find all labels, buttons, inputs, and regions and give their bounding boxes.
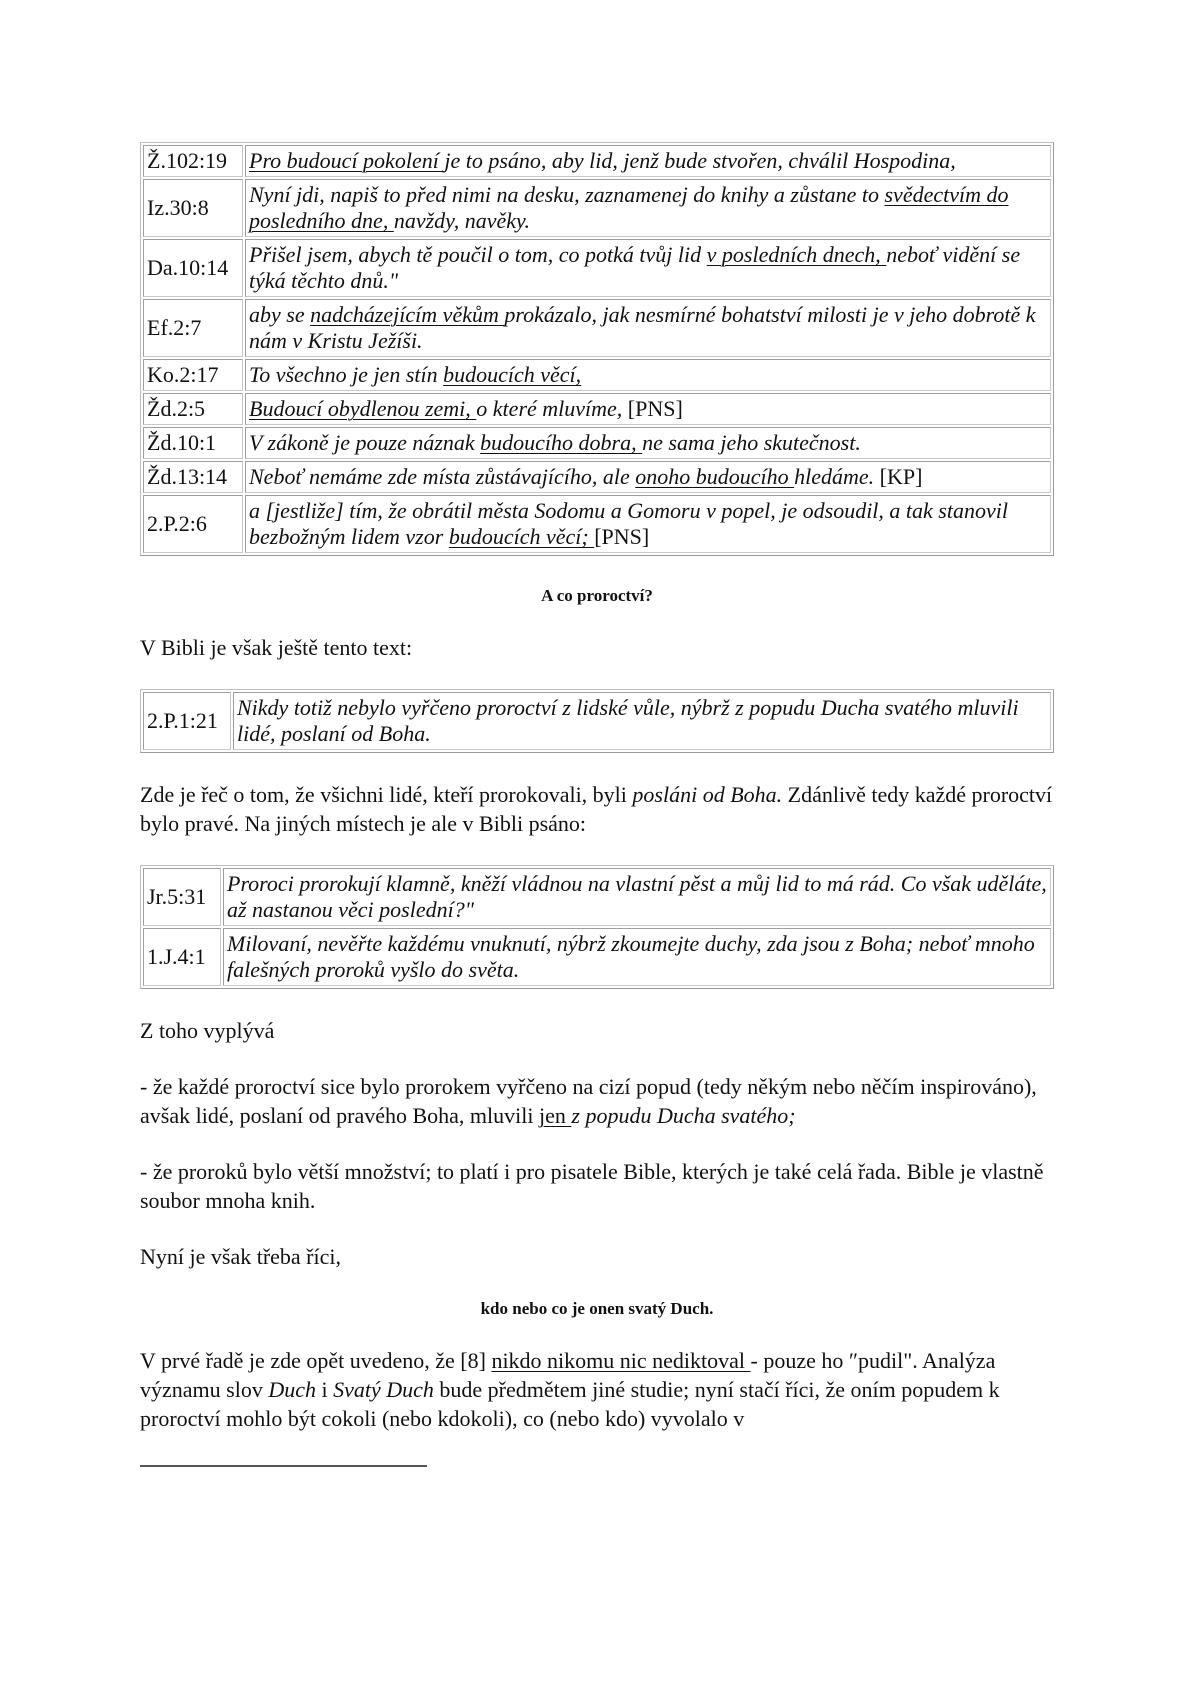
verse-text	[245, 179, 1051, 237]
paragraph-transition: Nyní je však třeba říci,	[140, 1244, 341, 1269]
verse-text	[245, 145, 1051, 177]
verse-table-future	[140, 142, 1054, 556]
text: hledáme.	[794, 464, 880, 489]
document-page	[140, 142, 1054, 1467]
text: ne sama jeho skutečnost.	[642, 430, 861, 455]
translation-tag: [KP]	[879, 464, 923, 489]
text: - pouze ho ″pudil". Analýza významu slov	[140, 1348, 996, 1402]
verse-row	[143, 461, 1051, 493]
text: Neboť nemáme zde místa zůstávajícího, ale	[249, 464, 636, 489]
section-heading-prophecy: A co proroctví?	[541, 586, 653, 605]
text: V zákoně je pouze náznak	[249, 430, 481, 455]
text: V prvé řadě je zde opět uvedeno, že [8]	[140, 1348, 492, 1373]
verse-row	[143, 179, 1051, 237]
underlined-text: budoucích věcí,	[443, 362, 582, 387]
verse-reference: Da.10:14	[143, 239, 243, 297]
text: neboť vidění se týká těchto dnů."	[249, 242, 1021, 293]
underlined-text: Pro budoucí pokolení	[249, 148, 445, 173]
verse-reference: Jr.5:31	[143, 868, 221, 926]
text: Zde je řeč o tom, že všichni lidé, kteří prorokovali, byli	[140, 782, 633, 807]
verse-row	[143, 427, 1051, 459]
underlined-text: jen	[539, 1103, 572, 1128]
paragraph-sent-by-god	[140, 780, 1054, 838]
verse-text	[245, 299, 1051, 357]
verse-reference: 1.J.4:1	[143, 928, 221, 986]
text: - že každé proroctví sice bylo prorokem vyřčeno na cizí popud (tedy někým nebo něčím inspirováno), avšak lidé, poslaní od pravého Boha, mluvili	[140, 1074, 1037, 1128]
text: To všechno je jen stín	[249, 362, 444, 387]
verse-reference: Žd.13:14	[143, 461, 243, 493]
underlined-text: svědectvím do posledního dne,	[249, 182, 1009, 233]
translation-tag: [PNS]	[594, 524, 650, 549]
verse-table-false-prophets	[140, 865, 1054, 989]
verse-text	[245, 495, 1051, 553]
text: Nyní jdi, napiš to před nimi na desku, zaznamenej do knihy a zůstane to	[249, 182, 885, 207]
verse-reference: 2.P.2:6	[143, 495, 243, 553]
verse-reference: Iz.30:8	[143, 179, 243, 237]
verse-text	[223, 868, 1051, 926]
text: Proroci prorokují klamně, kněží vládnou na vlastní pěst a můj lid to má rád. Co však uděláte, až nastanou věci poslední?"	[227, 871, 1047, 922]
paragraph-point-2: - že proroků bylo větší množství; to platí i pro pisatele Bible, kterých je také celá řada. Bible je vlastně soubor mnoha knih.	[140, 1159, 1044, 1213]
verse-row	[143, 393, 1051, 425]
verse-row	[143, 928, 1051, 986]
underlined-text: nadcházejícím věkům	[310, 302, 505, 327]
text: i	[315, 1377, 334, 1402]
verse-reference: Žd.2:5	[143, 393, 243, 425]
verse-text	[223, 928, 1051, 986]
verse-reference: 2.P.1:21	[143, 692, 231, 750]
paragraph-point-1	[140, 1072, 1054, 1130]
footnote-separator	[140, 1465, 427, 1467]
paragraph-holy-spirit	[140, 1346, 1054, 1433]
underlined-text: budoucích věcí;	[448, 524, 595, 549]
emphasis: z popudu Ducha svatého;	[571, 1103, 796, 1128]
verse-table-2p	[140, 689, 1054, 753]
verse-row	[143, 495, 1051, 553]
underlined-text: v posledních dnech,	[706, 242, 887, 267]
verse-reference: Ž.102:19	[143, 145, 243, 177]
verse-text	[233, 692, 1051, 750]
text: bude předmětem jiné studie; nyní stačí říci, že oním popudem k proroctví mohlo být cokoli (nebo kdokoli), co (nebo kdo) vyvolalo v	[140, 1377, 1000, 1431]
text: a [jestliže] tím, že obrátil města Sodomu a Gomoru v popel, je odsoudil, a tak stanovil bezbožným lidem vzor	[249, 498, 1008, 549]
paragraph-intro: V Bibli je však ještě tento text:	[140, 635, 413, 660]
verse-reference: Žd.10:1	[143, 427, 243, 459]
text: prokázalo, jak nesmírné bohatství milosti je v jeho dobrotě k nám v Kristu Ježíši.	[249, 302, 1036, 353]
verse-row	[143, 299, 1051, 357]
underlined-text: Budoucí obydlenou zemi,	[249, 396, 477, 421]
text: Zdánlivě tedy každé proroctví bylo pravé. Na jiných místech je ale v Bibli psáno:	[140, 782, 1053, 836]
underlined-text: onoho budoucího	[635, 464, 795, 489]
text: navždy, navěky.	[393, 208, 531, 233]
text: Nikdy totiž nebylo vyřčeno proroctví z lidské vůle, nýbrž z popudu Ducha svatého mluvili lidé, poslaní od Boha.	[237, 695, 1019, 746]
verse-text	[245, 239, 1051, 297]
emphasis: posláni od Boha.	[632, 782, 783, 807]
text: Milovaní, nevěřte každému vnuknutí, nýbrž zkoumejte duchy, zda jsou z Boha; neboť mnoho falešných proroků vyšlo do světa.	[227, 931, 1035, 982]
underlined-text: budoucího dobra,	[480, 430, 643, 455]
verse-text	[245, 427, 1051, 459]
verse-row	[143, 359, 1051, 391]
verse-row	[143, 868, 1051, 926]
verse-row	[143, 239, 1051, 297]
section-heading-holy-spirit: kdo nebo co je onen svatý Duch.	[480, 1299, 714, 1318]
footnote-linked-text: nikdo nikomu nic nediktoval	[491, 1348, 751, 1373]
text: o které mluvíme,	[476, 396, 628, 421]
verse-reference: Ko.2:17	[143, 359, 243, 391]
emphasis: Duch	[268, 1377, 316, 1402]
verse-text	[245, 461, 1051, 493]
verse-row	[143, 145, 1051, 177]
verse-row	[143, 692, 1051, 750]
paragraph-conclusion-intro: Z toho vyplývá	[140, 1018, 275, 1043]
text: je to psáno, aby lid, jenž bude stvořen, chválil Hospodina,	[444, 148, 956, 173]
verse-reference: Ef.2:7	[143, 299, 243, 357]
verse-text	[245, 359, 1051, 391]
translation-tag: [PNS]	[627, 396, 683, 421]
emphasis: Svatý Duch	[333, 1377, 434, 1402]
text: aby se	[249, 302, 311, 327]
verse-text	[245, 393, 1051, 425]
text: Přišel jsem, abych tě poučil o tom, co potká tvůj lid	[249, 242, 707, 267]
